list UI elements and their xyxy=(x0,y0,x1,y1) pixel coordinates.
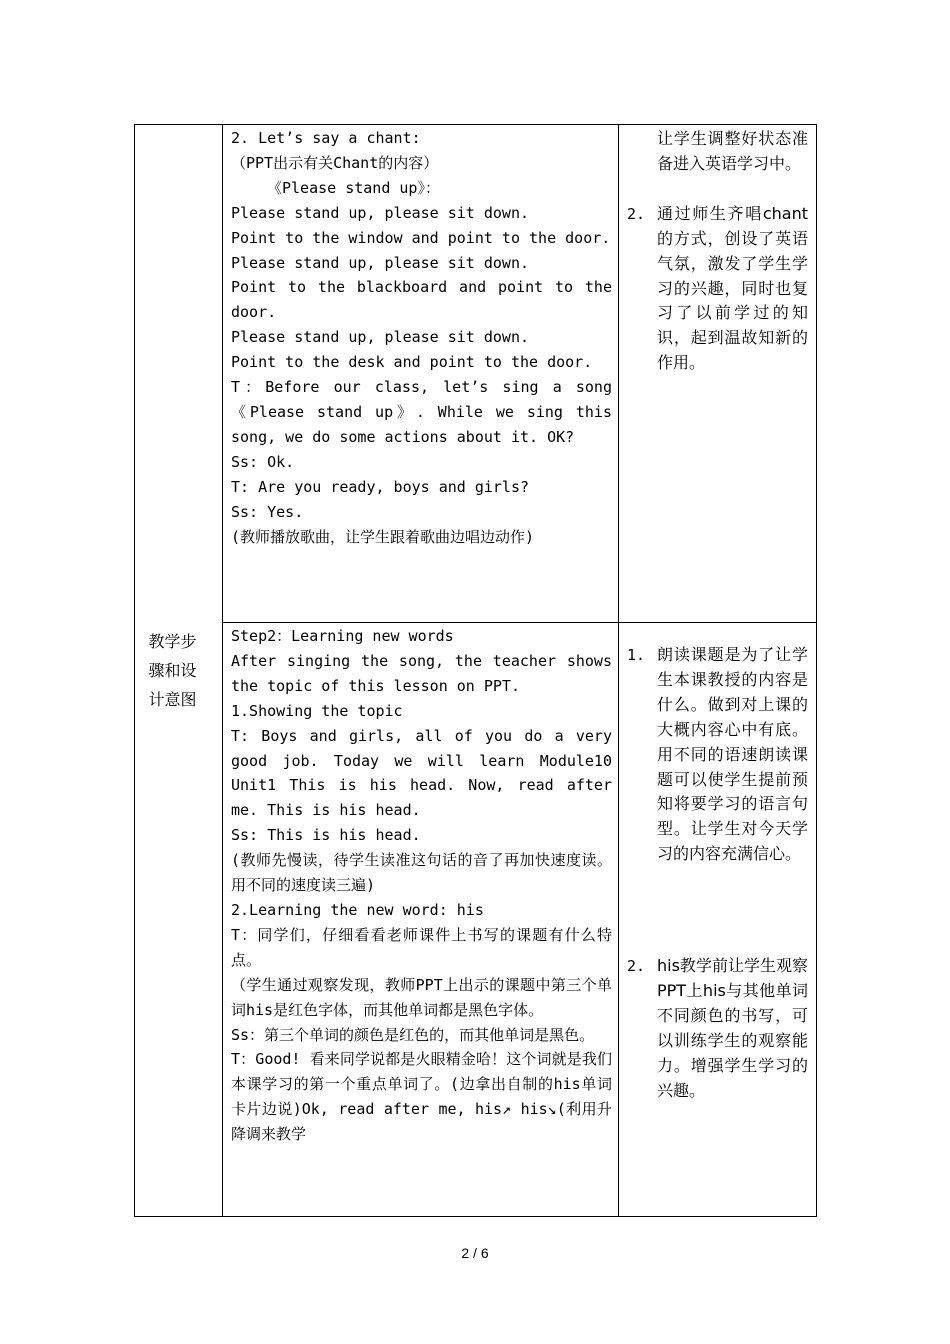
paragraph: Ss: Ok. xyxy=(231,452,295,471)
intent-text: 通过师生齐唱chant的方式，创设了英语气氛，激发了学生学习的兴趣，同时也复习了以前学过的知识，起到温故知新的作用。 xyxy=(657,203,808,373)
paragraph: T：Before our class, let’s sing a song《Please stand up》. While we sing this song, we do some actions about it. OK? xyxy=(231,378,612,446)
intent-text: 让学生调整好状态准备进入英语学习中。 xyxy=(657,129,808,173)
paragraph: Ss: Yes. xyxy=(231,502,304,521)
intent-item xyxy=(627,127,808,177)
paragraph: 《Please stand up》： xyxy=(267,178,440,197)
row-label: 教学步骤和设计意图 xyxy=(148,632,197,709)
procedure-text xyxy=(223,125,618,553)
paragraph: Ss：第三个单词的颜色是红色的，而其他单词是黑色。 xyxy=(231,1025,595,1044)
procedure-cell xyxy=(223,125,619,623)
intent-item xyxy=(627,202,808,376)
intent-cell xyxy=(619,623,817,1217)
paragraph: 1.Showing the topic xyxy=(231,701,403,720)
paragraph: T：Good! 看来同学说都是火眼精金哈！这个词就是我们本课学习的第一个重点单词了。(边拿出自制的his单词卡片边说)Ok, read after me, his↗ his↘(利用升降调来教学 xyxy=(231,1050,612,1144)
row-label-cell xyxy=(135,125,223,1217)
paragraph: (教师播放歌曲，让学生跟着歌曲边唱边动作) xyxy=(231,527,535,546)
paragraph: T：同学们，仔细看看老师课件上书写的课题有什么特点。 xyxy=(231,925,612,969)
design-intent xyxy=(619,125,816,380)
design-intent xyxy=(619,623,816,1108)
paragraph: （学生通过观察发现，教师PPT上出示的课题中第三个单词his是红色字体，而其他单词都是黑色字体。 xyxy=(231,975,612,1019)
paragraph: Please stand up, please sit down. xyxy=(231,203,530,222)
paragraph: (教师先慢读，待学生读准这句话的音了再加快速度读。用不同的速度读三遍) xyxy=(231,851,612,895)
intent-item xyxy=(627,954,808,1103)
intent-number: 2. xyxy=(627,204,646,223)
procedure-text xyxy=(223,623,618,1151)
paragraph: Please stand up, please sit down. xyxy=(231,328,530,347)
paragraph: Point to the blackboard and point to the door. xyxy=(231,278,612,322)
paragraph: T: Are you ready, boys and girls? xyxy=(231,477,530,496)
intent-cell xyxy=(619,125,817,623)
table-row xyxy=(135,125,817,623)
intent-text: 朗读课题是为了让学生本课教授的内容是什么。做到对上课的大概内容心中有底。用不同的语速朗读课题可以使学生提前预知将要学习的语言句型。让学生对今天学习的内容充满信心。 xyxy=(657,645,808,864)
paragraph: 2.Learning the new word: his xyxy=(231,900,484,919)
paragraph: Step2：Learning new words xyxy=(231,627,454,645)
intent-item xyxy=(627,643,808,867)
paragraph: Ss: This is his head. xyxy=(231,826,421,845)
paragraph: Point to the desk and point to the door. xyxy=(231,353,593,372)
intent-text: his教学前让学生观察PPT上his与其他单词不同颜色的书写，可以训练学生的观察能力。增强学生学习的兴趣。 xyxy=(657,956,808,1100)
paragraph: 2. Let’s say a chant: xyxy=(231,129,421,147)
paragraph: After singing the song, the teacher shows the topic of this lesson on PPT. xyxy=(231,651,612,695)
procedure-cell xyxy=(223,623,619,1217)
paragraph: Point to the window and point to the door. xyxy=(231,228,611,247)
page-number: 2 / 6 xyxy=(461,1245,489,1261)
lesson-plan-table xyxy=(134,124,817,1217)
paragraph: （PPT出示有关Chant的内容） xyxy=(231,153,439,172)
intent-number: 2. xyxy=(627,957,646,976)
intent-number: 1. xyxy=(627,646,646,664)
paragraph: T: Boys and girls, all of you do a very good job. Today we will learn Module10 Unit1 This is his head. Now, read after me. This is his head. xyxy=(231,726,612,820)
paragraph: Please stand up, please sit down. xyxy=(231,253,530,272)
table-row xyxy=(135,623,817,1217)
